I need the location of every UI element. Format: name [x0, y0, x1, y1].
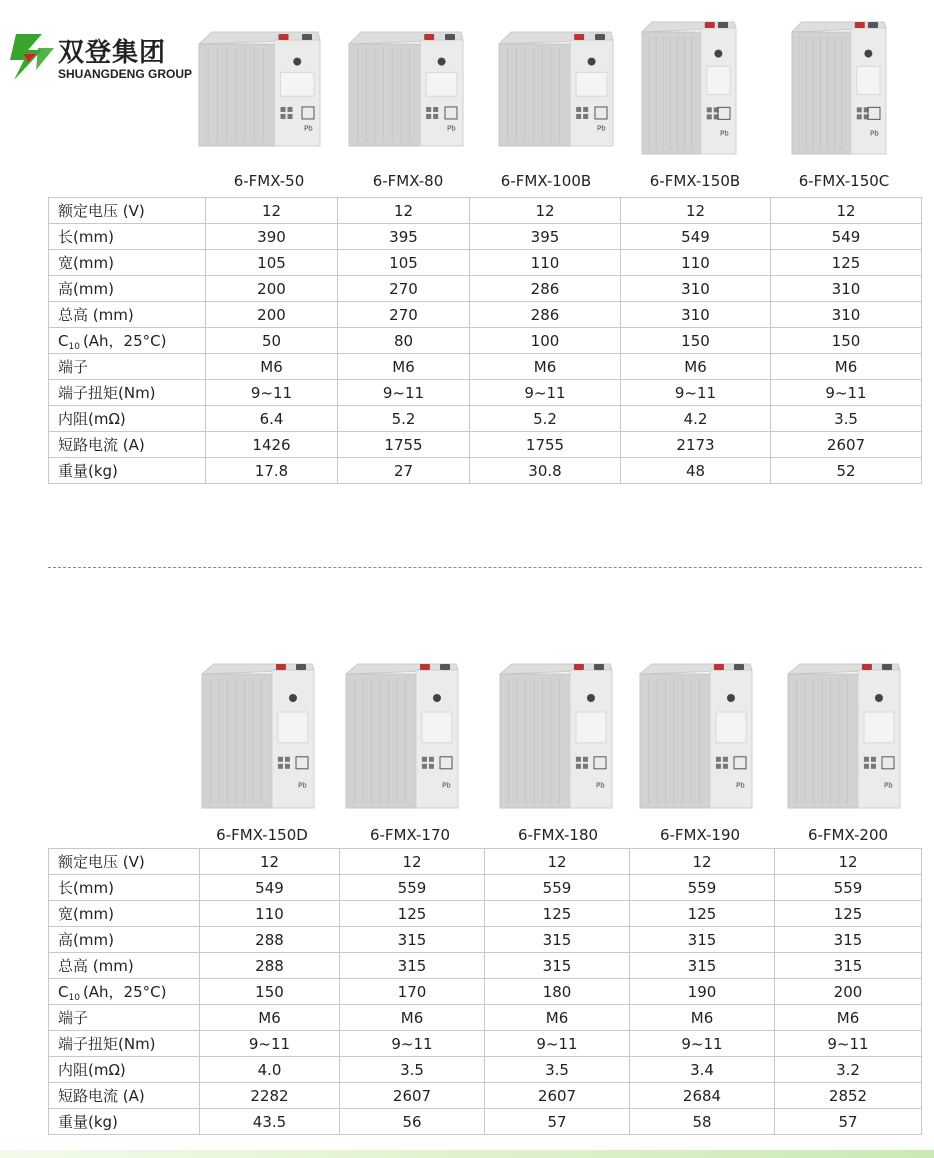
shuangdeng-logo-icon [2, 30, 56, 84]
table-cell: 310 [771, 302, 922, 328]
battery-label-area [707, 66, 730, 94]
terminal-black [440, 664, 450, 670]
row-label: 内阻(mΩ) [49, 406, 206, 432]
capacity-symbol: C [58, 331, 69, 350]
table-cell: 2684 [630, 1083, 775, 1109]
table-cell: 4.0 [200, 1057, 340, 1083]
table-cell: 12 [206, 198, 338, 224]
table-cell: 3.4 [630, 1057, 775, 1083]
terminal-red [714, 664, 724, 670]
table-cell: 9~11 [771, 380, 922, 406]
table-cell: 3.5 [771, 406, 922, 432]
terminal-black [868, 22, 878, 28]
row-label: 额定电压 (V) [49, 849, 200, 875]
table-cell: 2852 [775, 1083, 922, 1109]
table-cell: 12 [485, 849, 630, 875]
section-divider [48, 567, 922, 568]
table-cell: M6 [340, 1005, 485, 1031]
table-cell: 110 [470, 250, 621, 276]
battery-pb-label: Pb [736, 781, 745, 790]
warning-symbol-icon [707, 114, 712, 119]
table-cell: 9~11 [340, 1031, 485, 1057]
table-cell: 12 [775, 849, 922, 875]
battery-image [200, 662, 316, 814]
warning-symbol-icon [864, 764, 869, 769]
table-cell: M6 [470, 354, 621, 380]
table-row [49, 953, 922, 979]
table-cell: 4.2 [621, 406, 771, 432]
brand-emblem-icon [293, 58, 301, 66]
table-cell: M6 [200, 1005, 340, 1031]
brand-logo [0, 22, 196, 92]
table-cell: 559 [630, 875, 775, 901]
capacity-unit: (Ah，25°C) [82, 331, 167, 350]
table-cell: 395 [338, 224, 470, 250]
table-cell: 200 [206, 302, 338, 328]
warning-symbol-icon [422, 757, 427, 762]
table-cell: 310 [621, 302, 771, 328]
warning-symbol-icon [429, 764, 434, 769]
warning-symbol-icon [433, 114, 438, 119]
warning-symbol-icon [723, 764, 728, 769]
warning-symbol-icon [278, 764, 283, 769]
battery-label-area [422, 712, 452, 743]
table-cell: 2173 [621, 432, 771, 458]
model-label: 6-FMX-80 [372, 172, 444, 190]
table-cell: 50 [206, 328, 338, 354]
warning-symbol-icon [429, 757, 434, 762]
table-cell: 6.4 [206, 406, 338, 432]
capacity-unit: (Ah，25°C) [82, 982, 167, 1001]
battery-label-area [278, 712, 308, 743]
terminal-black [595, 34, 605, 40]
table-cell: 100 [470, 328, 621, 354]
table-cell: 286 [470, 302, 621, 328]
battery-image [497, 30, 615, 152]
warning-symbol-icon [576, 757, 581, 762]
terminal-red [705, 22, 715, 28]
warning-symbol-icon [278, 757, 283, 762]
table-cell: 270 [338, 276, 470, 302]
table-row [49, 302, 922, 328]
table-cell: 17.8 [206, 458, 338, 484]
row-label: 端子 [49, 1005, 200, 1031]
table-cell: 150 [771, 328, 922, 354]
row-label: 内阻(mΩ) [49, 1057, 200, 1083]
battery-pb-label: Pb [597, 124, 606, 133]
battery-label-area [426, 72, 457, 96]
table-cell: 288 [200, 953, 340, 979]
terminal-black [734, 664, 744, 670]
terminal-red [855, 22, 865, 28]
row-label: 总高 (mm) [49, 953, 200, 979]
table-cell: 9~11 [775, 1031, 922, 1057]
table-cell: M6 [206, 354, 338, 380]
table-row [49, 250, 922, 276]
row-label: 长(mm) [49, 875, 200, 901]
warning-symbol-icon [288, 107, 293, 112]
table-row [49, 380, 922, 406]
table-cell: 549 [771, 224, 922, 250]
battery-label-area [576, 72, 607, 96]
table-row [49, 354, 922, 380]
table-row [49, 849, 922, 875]
table-cell: 315 [485, 953, 630, 979]
battery-pb-label: Pb [298, 781, 307, 790]
table-cell: 9~11 [200, 1031, 340, 1057]
brand-emblem-icon [587, 694, 595, 702]
table-cell: 5.2 [338, 406, 470, 432]
terminal-black [594, 664, 604, 670]
battery-image [344, 662, 460, 814]
battery-label-area [857, 66, 880, 94]
warning-symbol-icon [576, 107, 581, 112]
model-label: 6-FMX-180 [517, 826, 599, 844]
table-row [49, 927, 922, 953]
capacity-symbol: C [58, 982, 69, 1001]
terminal-red [862, 664, 872, 670]
battery-image [640, 20, 738, 160]
table-cell: 43.5 [200, 1109, 340, 1135]
warning-symbol-icon [716, 764, 721, 769]
battery-image [786, 662, 902, 814]
table-cell: 2607 [340, 1083, 485, 1109]
row-label: 端子扭矩(Nm) [49, 380, 206, 406]
table-cell: 315 [340, 953, 485, 979]
table-row [49, 875, 922, 901]
terminal-black [302, 34, 312, 40]
table-cell: 12 [338, 198, 470, 224]
battery-label-area [281, 72, 315, 96]
brand-emblem-icon [433, 694, 441, 702]
warning-symbol-icon [281, 114, 286, 119]
table-cell: M6 [771, 354, 922, 380]
warning-symbol-icon [583, 114, 588, 119]
battery-label-area [576, 712, 606, 743]
table-cell: 2607 [771, 432, 922, 458]
terminal-red [574, 34, 584, 40]
table-cell: 286 [470, 276, 621, 302]
table-cell: 48 [621, 458, 771, 484]
table-cell: 12 [771, 198, 922, 224]
warning-symbol-icon [871, 764, 876, 769]
row-label: 长(mm) [49, 224, 206, 250]
table-cell: 2282 [200, 1083, 340, 1109]
table-cell: 125 [340, 901, 485, 927]
table-cell: 2607 [485, 1083, 630, 1109]
table-cell: 200 [206, 276, 338, 302]
table-cell: 105 [206, 250, 338, 276]
battery-pb-label: Pb [720, 129, 729, 138]
terminal-black [882, 664, 892, 670]
row-label: 宽(mm) [49, 901, 200, 927]
model-label: 6-FMX-170 [369, 826, 451, 844]
warning-symbol-icon [857, 107, 862, 112]
model-label: 6-FMX-100B [500, 172, 592, 190]
spec-table-2 [48, 848, 922, 1135]
table-row [49, 1031, 922, 1057]
capacity-subscript: 10 [68, 992, 80, 1003]
battery-pb-label: Pb [304, 124, 313, 133]
row-label: 宽(mm) [49, 250, 206, 276]
table-cell: 3.5 [340, 1057, 485, 1083]
warning-symbol-icon [281, 107, 286, 112]
table-cell: 5.2 [470, 406, 621, 432]
row-label [49, 979, 200, 1005]
table-cell: 27 [338, 458, 470, 484]
battery-label-area [864, 712, 894, 743]
brand-emblem-icon [438, 58, 446, 66]
table-cell: 125 [485, 901, 630, 927]
table-row [49, 328, 922, 354]
table-cell: 559 [775, 875, 922, 901]
table-cell: 310 [771, 276, 922, 302]
table-cell: 180 [485, 979, 630, 1005]
table-row [49, 1109, 922, 1135]
table-cell: 57 [485, 1109, 630, 1135]
table-cell: 549 [621, 224, 771, 250]
table-cell: 310 [621, 276, 771, 302]
table-cell: 150 [200, 979, 340, 1005]
table-cell: 1755 [338, 432, 470, 458]
table-cell: 9~11 [485, 1031, 630, 1057]
row-label: 额定电压 (V) [49, 198, 206, 224]
table-cell: M6 [630, 1005, 775, 1031]
table-cell: 190 [630, 979, 775, 1005]
row-label: 高(mm) [49, 276, 206, 302]
table-cell: 1426 [206, 432, 338, 458]
brand-emblem-icon [875, 694, 883, 702]
model-label: 6-FMX-190 [659, 826, 741, 844]
brand-emblem-icon [864, 50, 872, 58]
warning-symbol-icon [707, 107, 712, 112]
warning-symbol-icon [426, 107, 431, 112]
warning-symbol-icon [576, 764, 581, 769]
capacity-subscript: 10 [68, 341, 80, 352]
terminal-red [279, 34, 289, 40]
table-cell: 12 [200, 849, 340, 875]
footer-gradient-bar [0, 1150, 934, 1158]
table-row [49, 432, 922, 458]
battery-image [790, 20, 888, 160]
table-cell: 9~11 [338, 380, 470, 406]
table-cell: 395 [470, 224, 621, 250]
model-label: 6-FMX-150C [798, 172, 890, 190]
table-cell: 200 [775, 979, 922, 1005]
terminal-red [420, 664, 430, 670]
battery-image [197, 30, 322, 152]
brand-emblem-icon [289, 694, 297, 702]
table-cell: 80 [338, 328, 470, 354]
spec-table-1 [48, 197, 922, 484]
brand-emblem-icon [714, 50, 722, 58]
terminal-black [718, 22, 728, 28]
table-cell: 170 [340, 979, 485, 1005]
table-cell: 9~11 [470, 380, 621, 406]
table-row [49, 1005, 922, 1031]
battery-pb-label: Pb [870, 129, 879, 138]
brand-name-cn: 双登集团 [58, 38, 167, 68]
table-cell: 315 [775, 927, 922, 953]
warning-symbol-icon [576, 114, 581, 119]
row-label: 重量(kg) [49, 1109, 200, 1135]
table-cell: 12 [621, 198, 771, 224]
table-row [49, 1083, 922, 1109]
table-cell: 57 [775, 1109, 922, 1135]
warning-symbol-icon [433, 107, 438, 112]
row-label: 短路电流 (A) [49, 432, 206, 458]
warning-symbol-icon [723, 757, 728, 762]
warning-symbol-icon [426, 114, 431, 119]
table-cell: 52 [771, 458, 922, 484]
table-cell: M6 [485, 1005, 630, 1031]
table-cell: 3.2 [775, 1057, 922, 1083]
warning-symbol-icon [583, 764, 588, 769]
table-cell: 105 [338, 250, 470, 276]
table-cell: 125 [630, 901, 775, 927]
table-cell: 9~11 [621, 380, 771, 406]
row-label: 端子扭矩(Nm) [49, 1031, 200, 1057]
battery-pb-label: Pb [447, 124, 456, 133]
warning-symbol-icon [583, 757, 588, 762]
table-cell: 150 [621, 328, 771, 354]
brand-name-en: SHUANGDENG GROUP [58, 67, 193, 81]
battery-pb-label: Pb [884, 781, 893, 790]
warning-symbol-icon [285, 764, 290, 769]
table-cell: 315 [630, 927, 775, 953]
battery-image [347, 30, 465, 152]
model-label: 6-FMX-200 [807, 826, 889, 844]
table-cell: 559 [340, 875, 485, 901]
warning-symbol-icon [857, 114, 862, 119]
table-row [49, 406, 922, 432]
table-cell: 110 [621, 250, 771, 276]
brand-emblem-icon [588, 58, 596, 66]
table-cell: 125 [775, 901, 922, 927]
table-cell: M6 [621, 354, 771, 380]
row-label: 高(mm) [49, 927, 200, 953]
table-cell: 270 [338, 302, 470, 328]
table-cell: 30.8 [470, 458, 621, 484]
warning-symbol-icon [583, 107, 588, 112]
terminal-red [424, 34, 434, 40]
table-row [49, 1057, 922, 1083]
table-cell: 315 [485, 927, 630, 953]
table-cell: 315 [340, 927, 485, 953]
row-label: 总高 (mm) [49, 302, 206, 328]
battery-image [638, 662, 754, 814]
table-cell: 9~11 [206, 380, 338, 406]
table-cell: 315 [775, 953, 922, 979]
terminal-black [445, 34, 455, 40]
terminal-red [574, 664, 584, 670]
warning-symbol-icon [871, 757, 876, 762]
table-cell: 56 [340, 1109, 485, 1135]
table-cell: 12 [630, 849, 775, 875]
table-cell: 549 [200, 875, 340, 901]
table-row [49, 198, 922, 224]
model-label: 6-FMX-50 [233, 172, 305, 190]
terminal-black [296, 664, 306, 670]
table-row [49, 276, 922, 302]
table-cell: 3.5 [485, 1057, 630, 1083]
battery-label-area [716, 712, 746, 743]
row-label: 重量(kg) [49, 458, 206, 484]
table-cell: 110 [200, 901, 340, 927]
table-cell: 9~11 [630, 1031, 775, 1057]
table-cell: 1755 [470, 432, 621, 458]
battery-pb-label: Pb [596, 781, 605, 790]
table-row [49, 979, 922, 1005]
warning-symbol-icon [716, 757, 721, 762]
table-cell: 12 [470, 198, 621, 224]
table-cell: 559 [485, 875, 630, 901]
model-label: 6-FMX-150D [216, 826, 308, 844]
brand-emblem-icon [727, 694, 735, 702]
table-row [49, 458, 922, 484]
table-cell: 315 [630, 953, 775, 979]
row-label: 短路电流 (A) [49, 1083, 200, 1109]
table-cell: M6 [775, 1005, 922, 1031]
table-cell: 288 [200, 927, 340, 953]
warning-symbol-icon [864, 757, 869, 762]
terminal-red [276, 664, 286, 670]
table-row [49, 901, 922, 927]
battery-image [498, 662, 614, 814]
table-cell: 125 [771, 250, 922, 276]
row-label: 端子 [49, 354, 206, 380]
warning-symbol-icon [422, 764, 427, 769]
warning-symbol-icon [285, 757, 290, 762]
table-cell: 390 [206, 224, 338, 250]
table-cell: M6 [338, 354, 470, 380]
row-label [49, 328, 206, 354]
table-cell: 12 [340, 849, 485, 875]
model-label: 6-FMX-150B [649, 172, 741, 190]
warning-symbol-icon [288, 114, 293, 119]
battery-pb-label: Pb [442, 781, 451, 790]
table-row [49, 224, 922, 250]
table-cell: 58 [630, 1109, 775, 1135]
